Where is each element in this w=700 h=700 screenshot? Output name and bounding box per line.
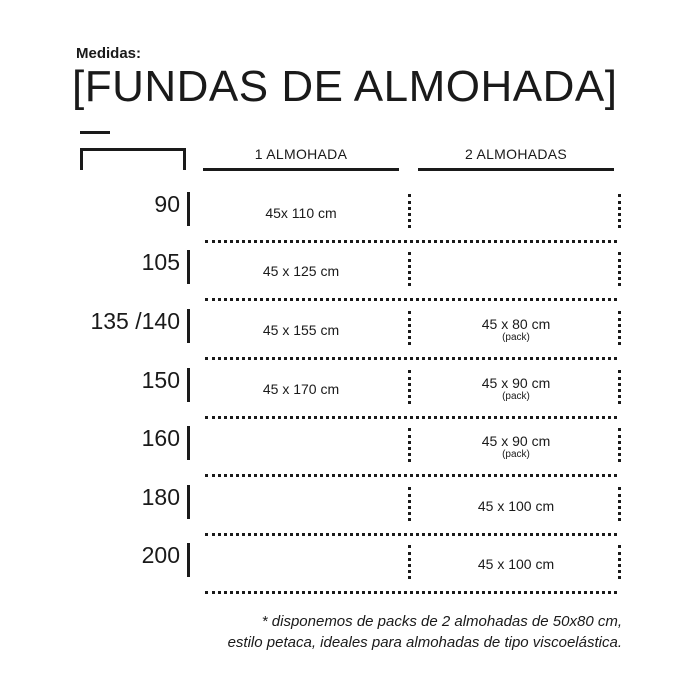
cell-note: (pack) [502, 332, 530, 343]
dotted-divider [408, 545, 411, 579]
dotted-divider [408, 252, 411, 286]
dotted-divider [618, 252, 621, 286]
bed-size-label: 150 [141, 367, 180, 393]
cell-value: 45 x 100 cm [477, 556, 555, 572]
row-marker [187, 543, 190, 577]
dotted-divider [408, 311, 411, 345]
cell-note: (pack) [502, 449, 530, 460]
cell-one-pillow [203, 190, 399, 236]
footnote-line: * disponemos de packs de 2 almohadas de 50x80 cm, [261, 613, 622, 630]
row-marker [187, 485, 190, 519]
cell-value: 45x 110 cm [265, 205, 337, 221]
dotted-row-separator [205, 240, 617, 243]
bed-size-label: 200 [141, 542, 180, 568]
cell-value: 45 x 100 cm [477, 498, 555, 514]
page-title: [FUNDAS DE ALMOHADA] [72, 62, 618, 111]
table-row [0, 541, 700, 597]
row-marker [187, 309, 190, 343]
dotted-divider [618, 311, 621, 345]
dotted-row-separator [205, 591, 617, 594]
cell-two-pillows [418, 541, 614, 587]
cell-one-pillow [203, 366, 399, 412]
footnote [228, 611, 622, 653]
cell-value: 45 x 125 cm [262, 263, 340, 279]
table-row [0, 307, 700, 363]
title-underline [80, 131, 110, 134]
cell-one-pillow [203, 424, 399, 470]
dotted-row-separator [205, 298, 617, 301]
column-header-one-pillow-rule [203, 168, 399, 171]
pre-title: Medidas: [76, 45, 142, 62]
dotted-divider [618, 428, 621, 462]
dotted-divider [408, 370, 411, 404]
table-row [0, 248, 700, 304]
dotted-row-separator [205, 357, 617, 360]
cell-value: 45 x 90 cm [481, 433, 551, 449]
cell-value: 45 x 170 cm [262, 381, 340, 397]
cell-value: 45 x 80 cm [481, 316, 551, 332]
bed-size-label: 180 [141, 484, 180, 510]
table-row [0, 424, 700, 480]
cell-one-pillow [203, 248, 399, 294]
cell-one-pillow [203, 483, 399, 529]
dotted-row-separator [205, 416, 617, 419]
row-marker [187, 192, 190, 226]
cell-two-pillows [418, 190, 614, 236]
bed-size-label: 90 [154, 191, 180, 217]
bed-icon [80, 148, 186, 170]
row-marker [187, 426, 190, 460]
row-marker [187, 368, 190, 402]
cell-two-pillows [418, 424, 614, 470]
dotted-divider [408, 487, 411, 521]
dotted-divider [618, 545, 621, 579]
cell-two-pillows [418, 366, 614, 412]
dotted-row-separator [205, 533, 617, 536]
dotted-row-separator [205, 474, 617, 477]
cell-value: 45 x 90 cm [481, 375, 551, 391]
bed-size-label: 135 /140 [90, 308, 180, 334]
table-row [0, 483, 700, 539]
dotted-divider [408, 194, 411, 228]
dotted-divider [618, 370, 621, 404]
cell-one-pillow [203, 307, 399, 353]
cell-value: 45 x 155 cm [262, 322, 340, 338]
cell-one-pillow [203, 541, 399, 587]
cell-two-pillows [418, 248, 614, 294]
dotted-divider [408, 428, 411, 462]
cell-two-pillows [418, 307, 614, 353]
column-header-two-pillows-rule [418, 168, 614, 171]
column-header-two-pillows: 2 ALMOHADAS [464, 146, 568, 162]
cell-two-pillows [418, 483, 614, 529]
table-row [0, 366, 700, 422]
table-row [0, 190, 700, 246]
dotted-divider [618, 194, 621, 228]
column-header-one-pillow: 1 ALMOHADA [254, 146, 348, 162]
footnote-line: estilo petaca, ideales para almohadas de tipo viscoelástica. [227, 634, 622, 651]
cell-note: (pack) [502, 391, 530, 402]
dotted-divider [618, 487, 621, 521]
row-marker [187, 250, 190, 284]
bed-size-label: 105 [141, 249, 180, 275]
bed-size-label: 160 [141, 425, 180, 451]
